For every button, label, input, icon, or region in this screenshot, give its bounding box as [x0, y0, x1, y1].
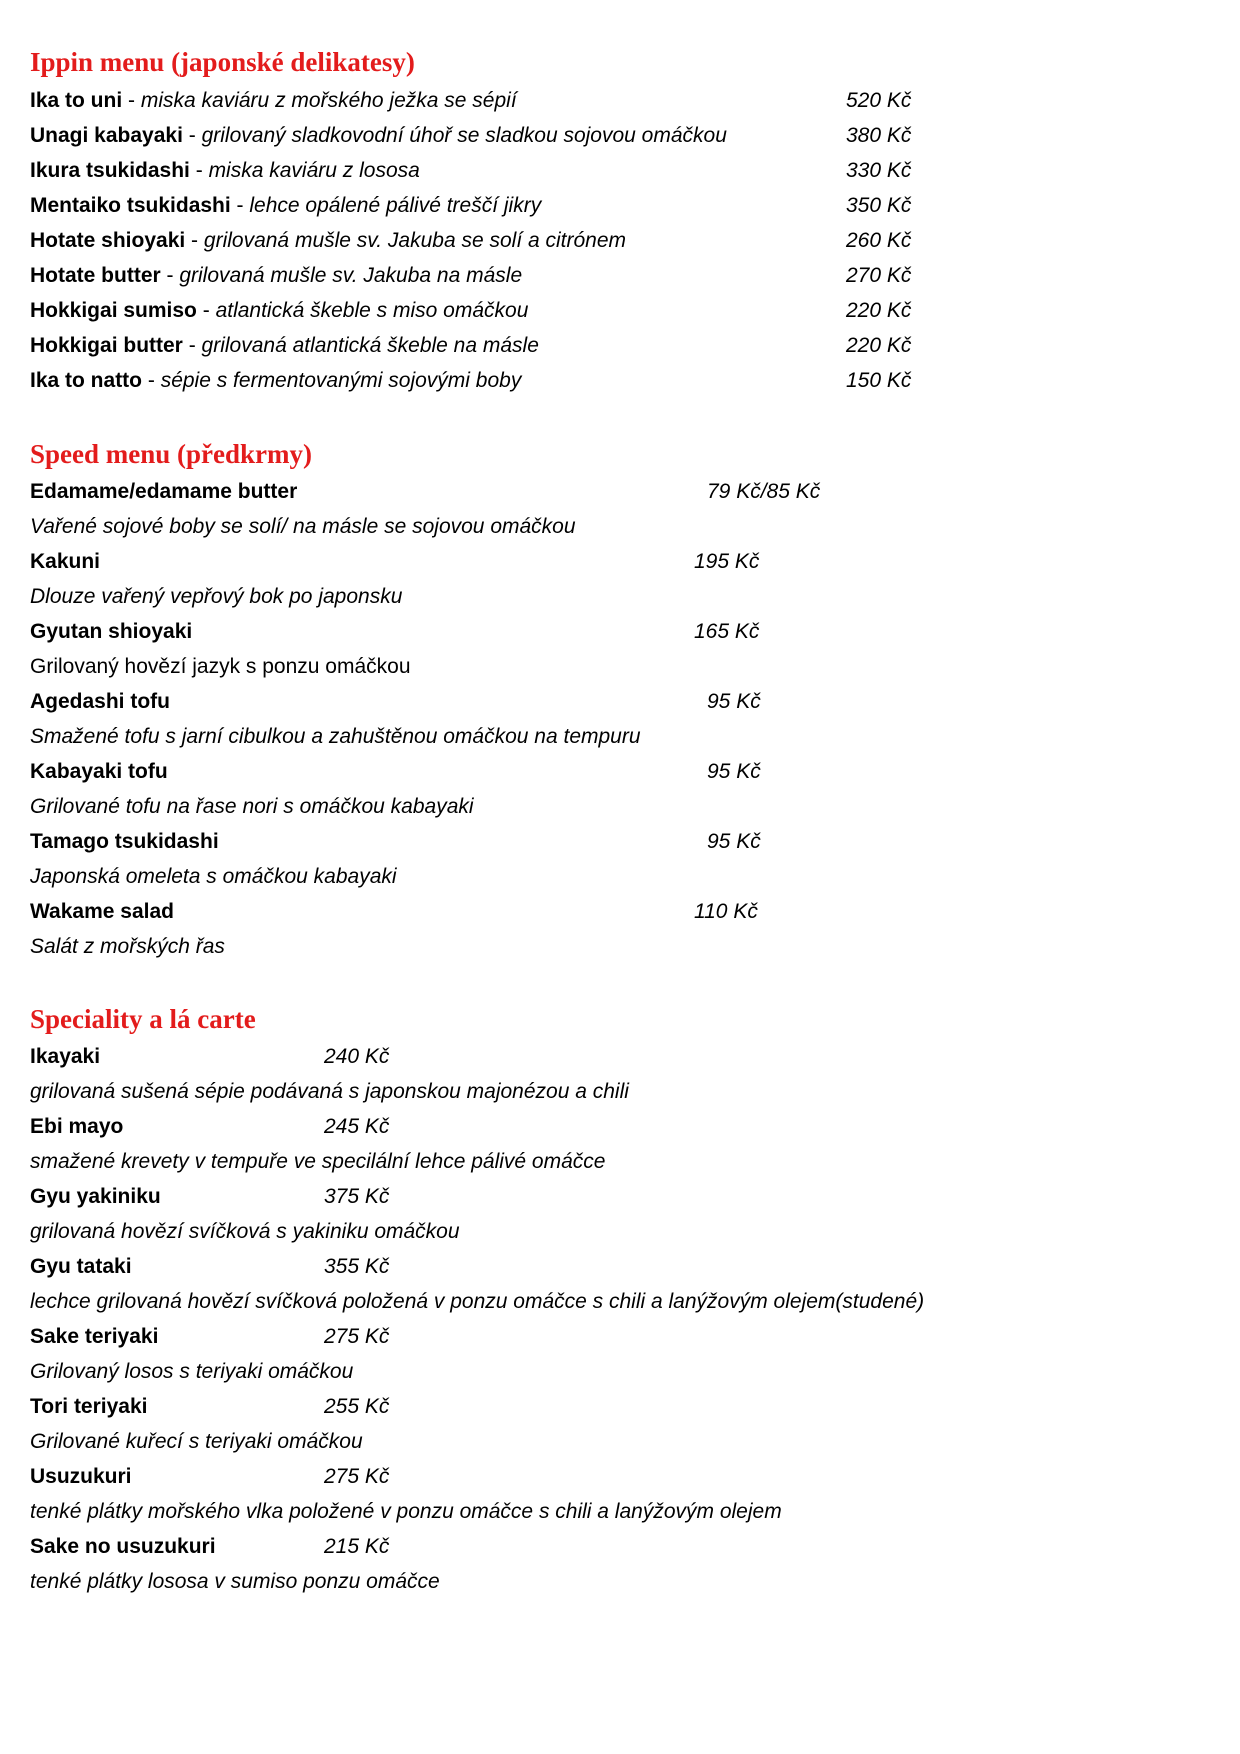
item-name: Ebi mayo [30, 1115, 124, 1138]
item-description: lechce grilovaná hovězí svíčková položená v ponzu omáčce s chili a lanýžovým olejem(studené) [30, 1290, 925, 1313]
item-name: Gyutan shioyaki [30, 620, 193, 643]
item-price: 245 Kč [324, 1115, 390, 1138]
item-price: 220 Kč [846, 334, 912, 357]
section-title-speed: Speed menu (předkrmy) [30, 439, 312, 469]
item-description: Salát z mořských řas [30, 935, 225, 958]
item-name: Tamago tsukidashi [30, 830, 219, 853]
item-price: 260 Kč [846, 229, 912, 252]
item-description: Grilované tofu na řase nori s omáčkou kabayaki [30, 795, 474, 818]
item-price: 95 Kč [707, 690, 761, 713]
item-name: Hotate shioyaki [30, 229, 186, 252]
item-description: lehce opálené pálivé treščí jikry [249, 194, 542, 217]
section-title-speciality: Speciality a lá carte [30, 1004, 256, 1034]
item-name: Usuzukuri [30, 1465, 132, 1488]
item-price: 275 Kč [324, 1325, 390, 1348]
item-price: 215 Kč [324, 1535, 390, 1558]
menu-item: Ika to natto - sépie s fermentovanými sojovými boby [30, 369, 522, 392]
item-name: Ika to uni [30, 89, 123, 112]
menu-item: Hotate shioyaki - grilovaná mušle sv. Jakuba se solí a citrónem [30, 229, 627, 252]
item-description: grilovaná atlantická škeble na másle [201, 334, 539, 357]
item-price: 380 Kč [846, 124, 912, 147]
item-price: 95 Kč [707, 760, 761, 783]
item-description: Grilovaný losos s teriyaki omáčkou [30, 1360, 354, 1383]
item-price: 275 Kč [324, 1465, 390, 1488]
item-price: 520 Kč [846, 89, 912, 112]
item-description: grilovaná sušená sépie podávaná s japonskou majonézou a chili [30, 1080, 629, 1103]
item-price: 220 Kč [846, 299, 912, 322]
item-price: 110 Kč [694, 900, 758, 923]
item-price: 79 Kč/85 Kč [707, 480, 821, 503]
item-description: miska kaviáru z mořského ježka se sépií [140, 89, 517, 112]
item-name: Gyu tataki [30, 1255, 132, 1278]
item-price: 270 Kč [846, 264, 912, 287]
item-name: Gyu yakiniku [30, 1185, 161, 1208]
menu-item: Ika to uni - miska kaviáru z mořského ježka se sépií [30, 89, 517, 112]
item-name: Hotate butter [30, 264, 161, 287]
item-name: Hokkigai butter [30, 334, 183, 357]
section-title-ippin: Ippin menu (japonské delikatesy) [30, 47, 415, 77]
item-name: Sake teriyaki [30, 1325, 159, 1348]
menu-item: Hokkigai sumiso - atlantická škeble s miso omáčkou [30, 299, 529, 322]
item-name: Ika to natto [30, 369, 143, 392]
item-name: Kabayaki tofu [30, 760, 168, 783]
item-name: Edamame/edamame butter [30, 480, 298, 503]
item-description: sépie s fermentovanými sojovými boby [160, 369, 522, 392]
item-description: tenké plátky lososa v sumiso ponzu omáčce [30, 1570, 440, 1593]
item-description: miska kaviáru z lososa [208, 159, 420, 182]
item-name: Mentaiko tsukidashi [30, 194, 231, 217]
menu-item: Ikura tsukidashi - miska kaviáru z lososa [30, 159, 420, 182]
menu-item: Mentaiko tsukidashi - lehce opálené pálivé treščí jikry [30, 194, 542, 217]
item-description: Dlouze vařený vepřový bok po japonsku [30, 585, 403, 608]
item-price: 375 Kč [324, 1185, 390, 1208]
item-price: 330 Kč [846, 159, 912, 182]
item-name: Sake no usuzukuri [30, 1535, 216, 1558]
item-name: Unagi kabayaki [30, 124, 183, 147]
item-price: 195 Kč [694, 550, 760, 573]
item-description: Japonská omeleta s omáčkou kabayaki [30, 865, 397, 888]
item-price: 350 Kč [846, 194, 912, 217]
item-description: grilovaná mušle sv. Jakuba na másle [179, 264, 523, 287]
item-name: Wakame salad [30, 900, 174, 923]
item-description: grilovaný sladkovodní úhoř se sladkou sojovou omáčkou [201, 124, 727, 147]
menu-item: Unagi kabayaki - grilovaný sladkovodní úhoř se sladkou sojovou omáčkou [30, 124, 727, 147]
item-price: 95 Kč [707, 830, 761, 853]
item-name: Hokkigai sumiso [30, 299, 197, 322]
item-price: 150 Kč [846, 369, 912, 392]
item-description: grilovaná mušle sv. Jakuba se solí a citrónem [203, 229, 627, 252]
item-name: Agedashi tofu [30, 690, 170, 713]
item-description: atlantická škeble s miso omáčkou [215, 299, 529, 322]
item-name: Kakuni [30, 550, 101, 573]
item-price: 355 Kč [324, 1255, 390, 1278]
item-name: Tori teriyaki [30, 1395, 148, 1418]
item-price: 165 Kč [694, 620, 760, 643]
item-description: Grilované kuřecí s teriyaki omáčkou [30, 1430, 363, 1453]
item-description: Grilovaný hovězí jazyk s ponzu omáčkou [30, 655, 411, 678]
item-description: Smažené tofu s jarní cibulkou a zahuštěnou omáčkou na tempuru [30, 725, 641, 748]
menu-item: Hokkigai butter - grilovaná atlantická škeble na másle [30, 334, 539, 357]
item-description: smažené krevety v tempuře ve specilální lehce pálivé omáčce [30, 1150, 606, 1173]
item-name: Ikura tsukidashi [30, 159, 190, 182]
item-description: grilovaná hovězí svíčková s yakiniku omáčkou [30, 1220, 460, 1243]
item-price: 240 Kč [324, 1045, 390, 1068]
item-name: Ikayaki [30, 1045, 101, 1068]
item-description: tenké plátky mořského vlka položené v ponzu omáčce s chili a lanýžovým olejem [30, 1500, 782, 1523]
menu-item: Hotate butter - grilovaná mušle sv. Jakuba na másle [30, 264, 523, 287]
item-price: 255 Kč [324, 1395, 390, 1418]
item-description: Vařené sojové boby se solí/ na másle se sojovou omáčkou [30, 515, 576, 538]
